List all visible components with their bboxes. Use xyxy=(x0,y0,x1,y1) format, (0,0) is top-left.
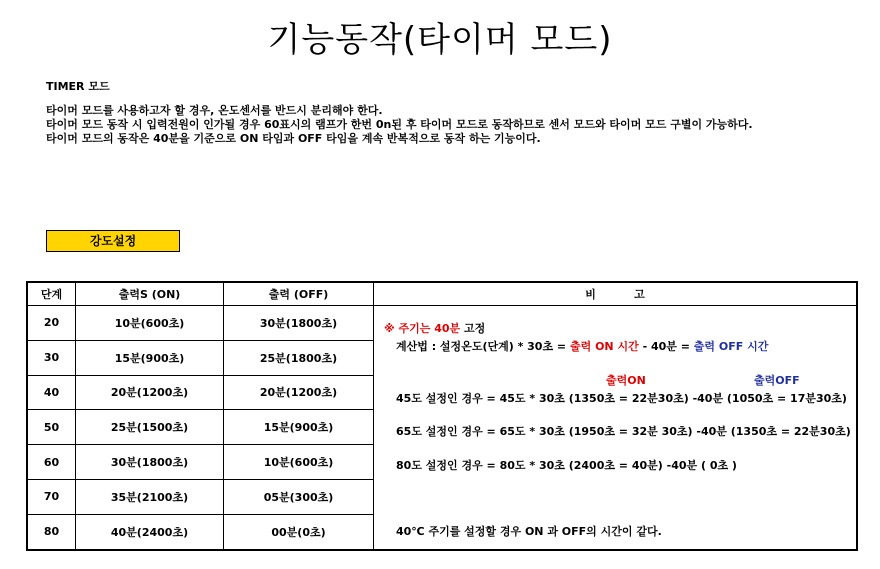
page-title: 기능동작(타이머 모드) xyxy=(267,20,613,60)
description-line-3: 타이머 모드의 동작은 40분을 기준으로 ON 타임과 OFF 타임을 계속 반복적으로 동작 하는 기능이다. xyxy=(46,132,541,145)
on-cell: 20분(1200초) xyxy=(76,375,224,410)
on-cell: 30분(1800초) xyxy=(76,445,224,480)
off-cell: 10분(600초) xyxy=(224,445,374,480)
table-row xyxy=(27,306,857,341)
header-remarks: 비 고 xyxy=(374,282,858,306)
note-mark: ※ xyxy=(384,322,395,335)
label-off: 출력OFF xyxy=(754,374,800,387)
timer-table xyxy=(26,281,858,551)
formula-off: 출력 OFF 시간 xyxy=(693,340,769,353)
formula-line xyxy=(396,338,768,354)
description-line-1: 타이머 모드를 사용하고자 할 경우, 온도센서를 반드시 분리해야 한다. xyxy=(46,104,383,117)
example-80: 80도 설정인 경우 = 80도 * 30초 (2400초 = 40분) -40분 ( 0초 ) xyxy=(396,459,737,472)
header-on: 출력S (ON) xyxy=(76,282,224,306)
stage-cell: 60 xyxy=(27,445,76,480)
cycle-note xyxy=(384,320,485,336)
formula-part-b: - 40분 = xyxy=(642,340,690,353)
on-cell: 40분(2400초) xyxy=(76,514,224,550)
formula-on: 출력 ON 시간 xyxy=(569,340,639,353)
on-cell: 25분(1500초) xyxy=(76,410,224,445)
cycle-rest: 고정 xyxy=(464,322,486,335)
stage-cell: 80 xyxy=(27,514,76,550)
formula-part-a: 계산법 : 설정온도(단계) * 30초 = xyxy=(396,340,567,353)
label-on: 출력ON xyxy=(606,374,646,387)
mode-heading: TIMER 모드 xyxy=(46,80,110,93)
cycle-highlight: 주기는 40분 xyxy=(398,322,461,335)
off-cell: 20분(1200초) xyxy=(224,375,374,410)
table-header-row xyxy=(27,282,857,306)
off-cell: 30분(1800초) xyxy=(224,306,374,341)
off-cell: 00분(0초) xyxy=(224,514,374,550)
equal-time-note: 40℃ 주기를 설정할 경우 ON 과 OFF의 시간이 같다. xyxy=(396,525,662,538)
stage-cell: 30 xyxy=(27,340,76,375)
stage-cell: 40 xyxy=(27,375,76,410)
off-cell: 05분(300초) xyxy=(224,479,374,514)
stage-cell: 50 xyxy=(27,410,76,445)
intensity-setting-label: 강도설정 xyxy=(46,230,180,252)
header-off: 출력 (OFF) xyxy=(224,282,374,306)
description-line-2: 타이머 모드 동작 시 입력전원이 인가될 경우 60표시의 램프가 한번 0n된 후 타이머 모드로 동작하므로 센서 모드와 타이머 모드 구별이 가능하다. xyxy=(46,118,753,131)
stage-cell: 70 xyxy=(27,479,76,514)
on-cell: 15분(900초) xyxy=(76,340,224,375)
on-cell: 35분(2100초) xyxy=(76,479,224,514)
off-cell: 15분(900초) xyxy=(224,410,374,445)
remarks-cell xyxy=(374,306,858,551)
header-stage: 단계 xyxy=(27,282,76,306)
stage-cell: 20 xyxy=(27,306,76,341)
on-cell: 10분(600초) xyxy=(76,306,224,341)
example-45: 45도 설정인 경우 = 45도 * 30초 (1350초 = 22분30초) -40분 (1050초 = 17분30초) xyxy=(396,392,847,405)
off-cell: 25분(1800초) xyxy=(224,340,374,375)
example-65: 65도 설정인 경우 = 65도 * 30초 (1950초 = 32분 30초) -40분 (1350초 = 22분30초) xyxy=(396,425,851,438)
description xyxy=(46,104,846,146)
